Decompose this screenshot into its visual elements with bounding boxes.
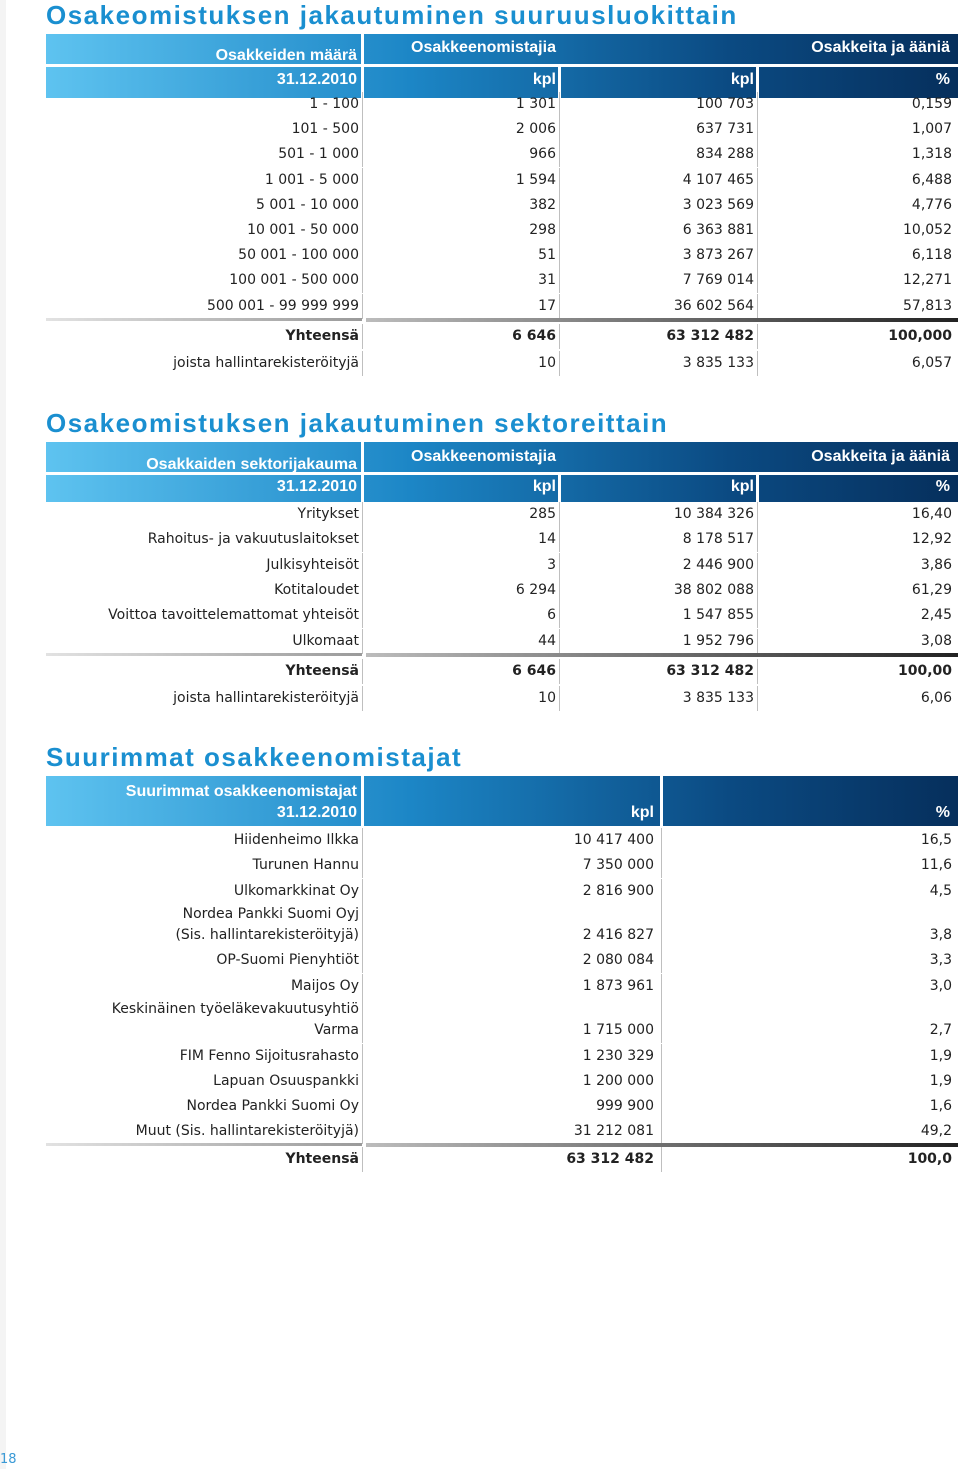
row-label: Keskinäinen työeläkevakuutusyhtiö [111,1001,359,1017]
row-label: joista hallintarekisteröityjä [173,354,359,371]
largest-header-col1-line1: Suurimmat osakkeenomistajat [125,783,357,800]
column-divider [362,659,363,684]
column-divider [661,1147,662,1172]
total-separator-line [366,653,958,657]
column-divider [362,1147,363,1172]
row-label: Nordea Pankki Suomi Oyj [182,905,359,922]
column-divider [757,527,758,552]
sector-header-col4-line2: % [935,478,950,495]
size-header-col1-line1: Osakkeiden määrä [215,47,357,64]
total-separator-line [366,318,958,322]
column-divider [362,629,363,654]
sector-header-col1-line2: 31.12.2010 [276,478,357,495]
column-divider [559,527,560,552]
column-divider [757,553,758,578]
owners-cell: 2 006 [515,121,556,138]
owners-cell: 14 [538,531,556,548]
row-label: Voittoa tavoittelemattomat yhteisöt [108,607,359,624]
column-divider [559,294,560,319]
percent-cell: 1,9 [929,1072,952,1089]
shares-cell: 834 288 [696,146,754,163]
shares-cell: 63 312 482 [666,662,754,679]
table-row [46,948,958,973]
column-divider [362,879,363,904]
column-divider [362,502,363,527]
shares-cell: 1 230 329 [582,1047,654,1064]
table-row [46,117,958,142]
column-divider [362,904,363,948]
shares-cell: 100 703 [696,96,754,112]
column-divider [559,603,560,628]
owners-cell: 298 [529,222,556,238]
size-header-col3-line2: kpl [730,71,754,88]
table-row [46,904,958,948]
percent-cell: 100,0 [907,1150,952,1167]
column-divider [757,92,758,117]
largest-header-col1-line2: 31.12.2010 [276,804,357,821]
column-divider [661,1119,662,1144]
percent-cell: 11,6 [920,857,952,874]
table-row [46,142,958,167]
owners-cell: 1 594 [515,171,556,188]
percent-cell: 100,000 [888,327,952,344]
shares-cell: 637 731 [696,121,754,138]
table-row [46,527,958,552]
percent-cell: 1,318 [911,146,952,163]
size-header-col34-line1: Osakkeita ja ääniä [811,39,950,56]
largest-header-col3-line2: % [935,804,950,821]
table-row [46,974,958,999]
sector-header-col34-line1: Osakkeita ja ääniä [811,448,950,465]
shares-cell: 63 312 482 [566,1150,654,1167]
column-divider [559,629,560,654]
column-divider [757,142,758,167]
column-divider [362,553,363,578]
column-divider [362,243,363,268]
shares-cell: 4 107 465 [682,171,754,188]
shares-cell: 1 200 000 [582,1072,654,1089]
owners-cell: 285 [529,506,556,522]
table-row [46,1094,958,1119]
shares-cell: 1 547 855 [682,607,754,624]
row-label: Turunen Hannu [252,857,359,874]
column-divider [757,324,758,349]
owners-cell: 6 646 [512,662,556,679]
table-row [46,243,958,268]
column-divider [362,92,363,117]
row-label: Rahoitus- ja vakuutuslaitokset [147,531,359,548]
column-divider [362,193,363,218]
largest-section [46,742,958,1182]
table-row [46,92,958,117]
shares-cell: 8 178 517 [682,531,754,548]
column-divider [362,527,363,552]
table-row [46,1044,958,1069]
shares-cell: 2 080 084 [582,952,654,969]
column-divider [757,117,758,142]
percent-cell: 3,0 [929,977,952,994]
percent-cell: 1,007 [911,121,952,138]
column-divider [362,294,363,319]
owners-cell: 3 [547,556,556,573]
table-row [46,193,958,218]
column-divider [559,351,560,376]
shares-cell: 6 363 881 [682,222,754,238]
shares-cell: 31 212 081 [573,1123,654,1140]
column-divider [362,578,363,603]
column-divider [362,218,363,243]
percent-cell: 10,052 [903,222,952,238]
percent-cell: 100,00 [897,662,952,679]
owners-cell: 382 [529,196,556,213]
shares-cell: 2 416 827 [582,926,654,943]
row-label: 1 - 100 [309,96,359,112]
size-section [46,0,958,380]
column-divider [362,142,363,167]
column-divider [362,603,363,628]
column-divider [559,218,560,243]
table-row [46,268,958,293]
total-separator-line [46,318,362,321]
column-divider [559,502,560,527]
percent-cell: 3,08 [920,632,952,649]
column-divider [559,686,560,711]
size-table-header [46,34,958,98]
shares-cell: 3 023 569 [682,196,754,213]
column-divider [661,904,662,948]
row-label: Lapuan Osuuspankki [213,1072,359,1089]
percent-cell: 4,776 [911,196,952,213]
column-divider [757,686,758,711]
shares-cell: 999 900 [596,1098,654,1115]
percent-cell: 16,40 [911,506,952,522]
shares-cell: 3 835 133 [682,689,754,706]
percent-cell: 2,7 [929,1022,952,1038]
sector-header-col2-line1: Osakkeenomistajia [411,448,556,465]
column-divider [559,243,560,268]
owners-cell: 6 294 [515,581,556,598]
table-row [46,502,958,527]
owners-cell: 44 [538,632,556,649]
total-separator-line [46,1143,362,1146]
percent-cell: 3,86 [920,556,952,573]
percent-cell: 61,29 [911,581,952,598]
row-label: Nordea Pankki Suomi Oy [186,1098,359,1115]
row-label: 500 001 - 99 999 999 [206,297,359,314]
row-label: Yhteensä [285,327,359,344]
table-row [46,603,958,628]
percent-cell: 6,06 [920,689,952,706]
column-divider [362,828,363,853]
row-label: 5 001 - 10 000 [255,196,359,213]
row-label-line2: Varma [314,1022,359,1038]
table-row [46,553,958,578]
column-divider [559,168,560,193]
column-divider [559,193,560,218]
shares-cell: 63 312 482 [666,327,754,344]
percent-cell: 49,2 [920,1123,952,1140]
column-divider [661,999,662,1043]
shares-cell: 7 350 000 [582,857,654,874]
owners-cell: 51 [538,247,556,264]
table-row [46,294,958,319]
owners-cell: 6 646 [512,327,556,344]
shares-cell: 10 384 326 [673,506,754,522]
column-divider [362,351,363,376]
column-divider [757,294,758,319]
column-divider [757,659,758,684]
percent-cell: 57,813 [903,297,952,314]
row-label: 101 - 500 [291,121,359,138]
column-divider [661,1069,662,1094]
column-divider [559,92,560,117]
page-number: 18 [0,1452,17,1467]
row-label: Ulkomarkkinat Oy [233,882,359,899]
left-margin-strip [0,0,6,1469]
column-divider [362,974,363,999]
column-divider [559,578,560,603]
column-divider [362,117,363,142]
owners-cell: 6 [547,607,556,624]
row-label: 501 - 1 000 [278,146,359,163]
row-label: Yhteensä [285,1150,359,1167]
column-divider [362,268,363,293]
row-label: Kotitaloudet [274,581,359,598]
column-divider [362,999,363,1043]
column-divider [757,603,758,628]
sector-table-header [46,442,958,502]
column-divider [757,502,758,527]
shares-cell: 3 835 133 [682,354,754,371]
table-row [46,218,958,243]
row-label: 1 001 - 5 000 [264,171,359,188]
column-divider [362,853,363,878]
table-row [46,828,958,853]
column-divider [661,974,662,999]
owners-cell: 10 [538,354,556,371]
percent-cell: 12,271 [903,272,952,289]
table-row [46,168,958,193]
column-divider [757,629,758,654]
row-label: Muut (Sis. hallintarekisteröityjä) [135,1123,359,1140]
table-row [46,879,958,904]
column-divider [362,686,363,711]
shares-cell: 38 802 088 [673,581,754,598]
percent-cell: 1,6 [929,1098,952,1115]
column-divider [757,268,758,293]
table-row [46,629,958,654]
column-divider [757,218,758,243]
percent-cell: 3,8 [929,926,952,943]
column-divider [661,853,662,878]
column-divider [362,168,363,193]
largest-section-title: Suurimmat osakkeenomistajat [46,742,463,772]
percent-cell: 1,9 [929,1047,952,1064]
percent-cell: 4,5 [929,882,952,899]
size-section-title: Osakeomistuksen jakautuminen suuruusluokittain [46,0,738,30]
row-label: Julkisyhteisöt [266,556,359,573]
percent-cell: 3,3 [929,952,952,969]
row-label: OP-Suomi Pienyhtiöt [216,952,359,969]
owners-cell: 10 [538,689,556,706]
table-row [46,1069,958,1094]
percent-cell: 6,488 [911,171,952,188]
column-divider [757,243,758,268]
nominee-row [46,686,958,711]
shares-cell: 2 816 900 [582,882,654,899]
column-divider [559,659,560,684]
column-divider [757,578,758,603]
row-label: Yhteensä [285,662,359,679]
column-divider [362,324,363,349]
shares-cell: 1 952 796 [682,632,754,649]
row-label: joista hallintarekisteröityjä [173,689,359,706]
sector-header-col2-line2: kpl [532,478,556,495]
owners-cell: 31 [538,272,556,289]
size-header-col4-line2: % [935,71,950,88]
column-divider [661,828,662,853]
table-row [46,578,958,603]
owners-cell: 1 301 [515,96,556,112]
total-row [46,1147,958,1172]
shares-cell: 3 873 267 [682,247,754,264]
table-row [46,853,958,878]
shares-cell: 1 715 000 [582,1022,654,1038]
owners-cell: 17 [538,297,556,314]
row-label: Hiidenheimo Ilkka [233,832,359,848]
row-label: Yritykset [297,506,359,522]
owners-cell: 966 [529,146,556,163]
percent-cell: 6,118 [911,247,952,264]
total-separator-line [46,653,362,656]
row-label: 50 001 - 100 000 [238,247,359,264]
column-divider [661,1094,662,1119]
row-label: FIM Fenno Sijoitusrahasto [179,1047,359,1064]
column-divider [661,1044,662,1069]
percent-cell: 0,159 [911,96,952,112]
shares-cell: 1 873 961 [582,977,654,994]
size-header-col1-line2: 31.12.2010 [276,71,357,88]
sector-section-title: Osakeomistuksen jakautuminen sektoreittain [46,408,669,438]
percent-cell: 2,45 [920,607,952,624]
column-divider [559,117,560,142]
size-header-col2-line1: Osakkeenomistajia [411,39,556,56]
largest-header-col2-line2: kpl [630,804,654,821]
sector-section [46,408,958,718]
column-divider [362,948,363,973]
total-row [46,659,958,684]
total-row [46,324,958,349]
table-row [46,999,958,1043]
column-divider [757,193,758,218]
column-divider [559,142,560,167]
column-divider [559,324,560,349]
column-divider [559,268,560,293]
row-label-line2: (Sis. hallintarekisteröityjä) [175,926,359,943]
sector-header-col1-line1: Osakkaiden sektorijakauma [146,456,357,473]
row-label: 10 001 - 50 000 [247,222,359,238]
column-divider [559,553,560,578]
sector-header-col3-line2: kpl [730,478,754,495]
row-label: Maijos Oy [290,977,359,994]
row-label: Ulkomaat [292,632,359,649]
shares-cell: 2 446 900 [682,556,754,573]
size-header-col2-line2: kpl [532,71,556,88]
shares-cell: 10 417 400 [573,832,654,848]
percent-cell: 6,057 [911,354,952,371]
column-divider [661,879,662,904]
percent-cell: 16,5 [920,832,952,848]
percent-cell: 12,92 [911,531,952,548]
row-label: 100 001 - 500 000 [229,272,359,289]
column-divider [362,1094,363,1119]
column-divider [362,1069,363,1094]
column-divider [362,1119,363,1144]
column-divider [661,948,662,973]
largest-table-header [46,776,958,826]
column-divider [757,351,758,376]
column-divider [757,168,758,193]
table-row [46,1119,958,1144]
shares-cell: 7 769 014 [682,272,754,289]
column-divider [362,1044,363,1069]
nominee-row [46,351,958,376]
shares-cell: 36 602 564 [673,297,754,314]
